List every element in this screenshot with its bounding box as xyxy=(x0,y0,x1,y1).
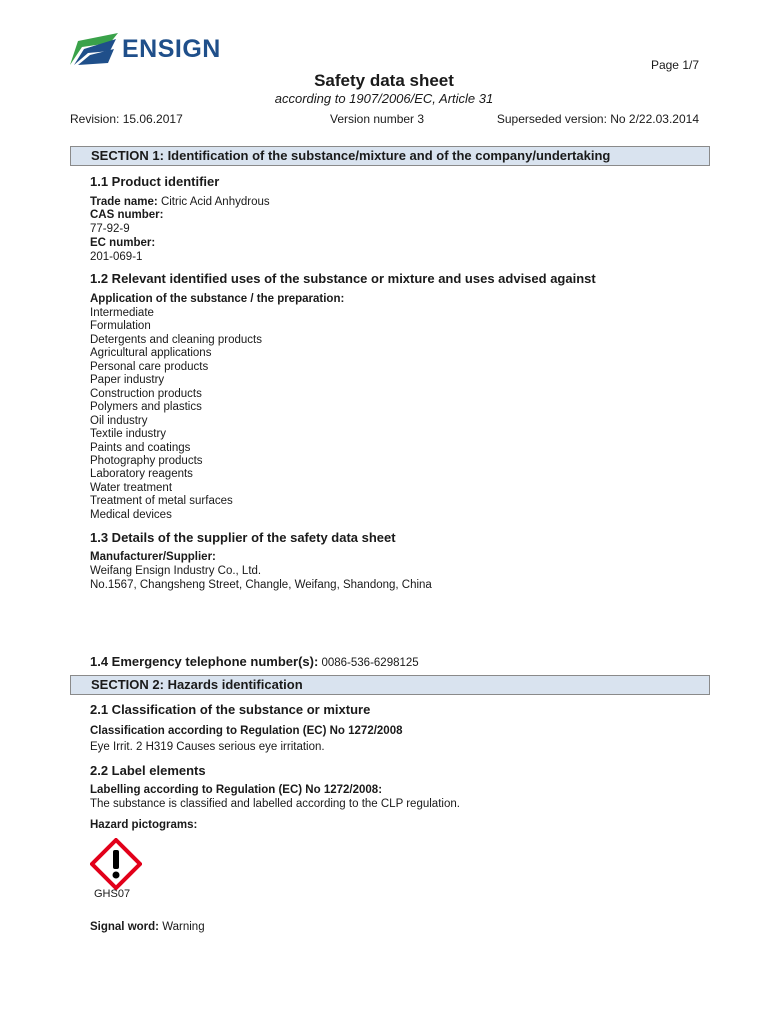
signal-word xyxy=(90,921,205,935)
manufacturer-label: Manufacturer/Supplier: xyxy=(90,551,216,563)
list-item: Paints and coatings xyxy=(90,441,191,454)
list-item: Photography products xyxy=(90,454,203,467)
ec-number-label: EC number: xyxy=(90,237,156,249)
trade-name-value: Citric Acid Anhydrous xyxy=(157,196,270,208)
list-item: Paper industry xyxy=(90,374,165,387)
list-item: Water treatment xyxy=(90,481,173,494)
emergency-phone xyxy=(90,654,419,669)
cas-number-label: CAS number: xyxy=(90,209,164,221)
ensign-logo-text: ENSIGN xyxy=(122,35,221,63)
pictogram-code: GHS07 xyxy=(94,888,131,900)
signal-word-value: Warning xyxy=(159,921,205,933)
classification-label: Classification according to Regulation (EC) No 1272/2008 xyxy=(90,725,403,737)
application-list xyxy=(90,307,262,522)
list-item: Medical devices xyxy=(90,508,172,521)
subsection-1-1-heading: 1.1 Product identifier xyxy=(90,174,220,189)
list-item: Intermediate xyxy=(90,307,154,319)
company-name: Weifang Ensign Industry Co., Ltd. xyxy=(90,565,262,577)
section-2-heading: SECTION 2: Hazards identification xyxy=(70,675,710,695)
cas-number-value: 77-92-9 xyxy=(90,223,130,235)
emergency-phone-label: 1.4 Emergency telephone number(s): xyxy=(90,654,319,669)
trade-name-label: Trade name: xyxy=(90,196,158,208)
classification-value: Eye Irrit. 2 H319 Causes serious eye irritation. xyxy=(90,741,325,753)
revision-date: Revision: 15.06.2017 xyxy=(70,112,183,126)
version-number: Version number 3 xyxy=(330,112,425,126)
subsection-2-2-heading: 2.2 Label elements xyxy=(90,763,206,778)
list-item: Textile industry xyxy=(90,428,167,441)
list-item: Polymers and plastics xyxy=(90,401,202,414)
emergency-phone-number: 0086-536-6298125 xyxy=(318,657,419,669)
list-item: Treatment of metal surfaces xyxy=(90,495,233,508)
list-item: Agricultural applications xyxy=(90,347,212,360)
subsection-2-1-heading: 2.1 Classification of the substance or mixture xyxy=(90,702,371,717)
list-item: Personal care products xyxy=(90,360,209,373)
ensign-logo xyxy=(70,33,240,69)
list-item: Construction products xyxy=(90,387,202,400)
subsection-1-2-heading: 1.2 Relevant identified uses of the substance or mixture and uses advised against xyxy=(90,271,596,286)
document-subtitle: according to 1907/2006/EC, Article 31 xyxy=(274,91,494,106)
section-1-heading: SECTION 1: Identification of the substance/mixture and of the company/undertaking xyxy=(70,146,710,166)
ensign-logo-mark-icon xyxy=(70,33,118,65)
labelling-label: Labelling according to Regulation (EC) No 1272/2008: xyxy=(90,784,383,796)
list-item: Detergents and cleaning products xyxy=(90,333,262,346)
exclamation-mark-icon xyxy=(90,838,142,890)
list-item: Laboratory reagents xyxy=(90,468,193,481)
application-label: Application of the substance / the preparation: xyxy=(90,293,345,305)
list-item: Formulation xyxy=(90,320,151,333)
superseded-version: Superseded version: No 2/22.03.2014 xyxy=(496,112,699,126)
subsection-1-3-heading: 1.3 Details of the supplier of the safety data sheet xyxy=(90,530,396,545)
hazard-pictograms-label: Hazard pictograms: xyxy=(90,819,198,831)
signal-word-label: Signal word: xyxy=(90,921,159,933)
trade-name xyxy=(90,196,270,210)
company-address: No.1567, Changsheng Street, Changle, Weifang, Shandong, China xyxy=(90,579,432,591)
document-title: Safety data sheet xyxy=(314,71,454,90)
page-number: Page 1/7 xyxy=(650,58,699,72)
ec-number-value: 201-069-1 xyxy=(90,251,143,263)
list-item: Oil industry xyxy=(90,414,148,427)
labelling-value: The substance is classified and labelled according to the CLP regulation. xyxy=(90,798,460,810)
